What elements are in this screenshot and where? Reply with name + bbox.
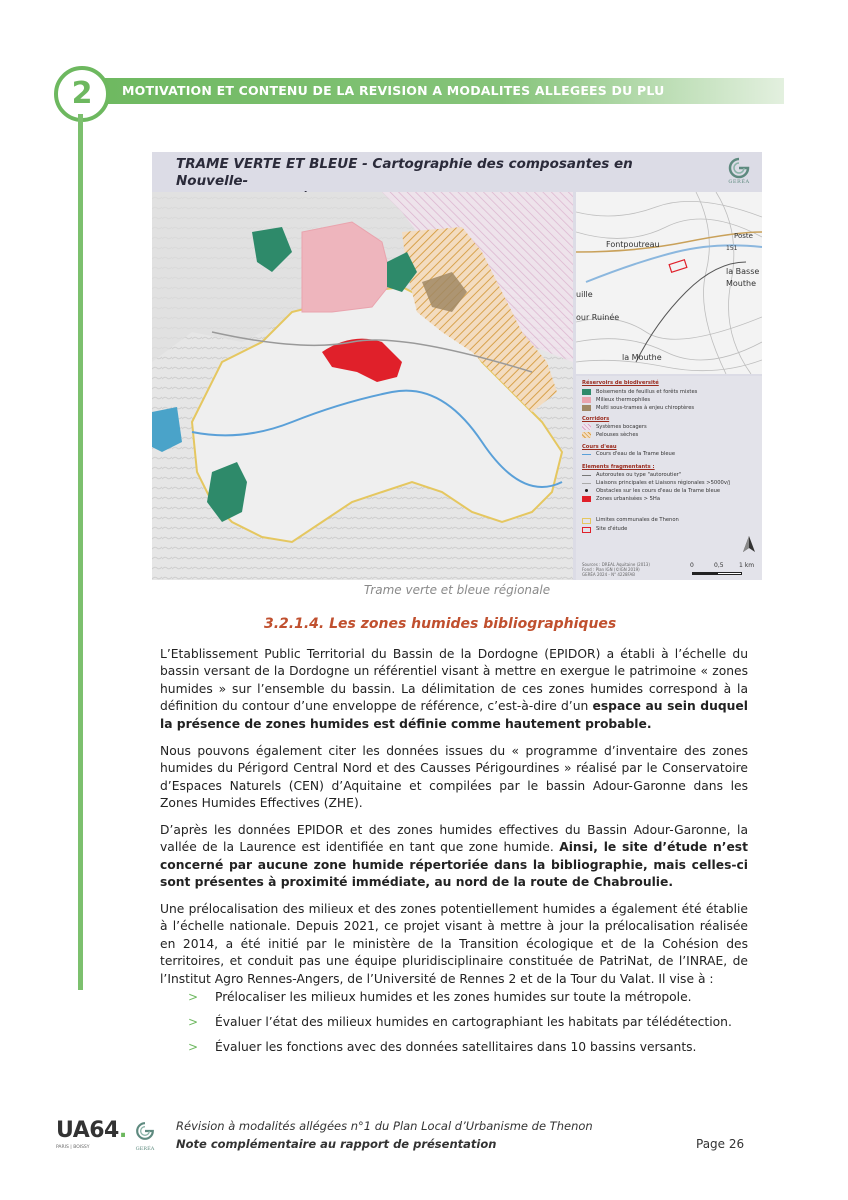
legend-swatch-chiroptere bbox=[582, 405, 591, 411]
paragraph-1-text: L’Etablissement Public Territorial du Bassin de la Dordogne (EPIDOR) a établi à l’échelle du bassin versant de la Dordogne un référentiel visant à mettre en exergue le patrimoine « zones humides » sur l’ensemble du bassin. La délimitation de ces zones humides correspond à la définition du contour d’une enveloppe de référence, c’est-à-dire d’un bbox=[160, 647, 748, 714]
legend-swatch-pelouse bbox=[582, 432, 591, 438]
figure-caption: Trame verte et bleue régionale bbox=[363, 583, 551, 597]
footer-logos bbox=[56, 1118, 166, 1158]
legend-swatch-thermophile bbox=[582, 397, 591, 403]
paragraph-2 bbox=[160, 743, 748, 813]
paragraph-2-text: Nous pouvons également citer les données issues du « programme d’inventaire des zones humides du Périgord Central Nord et des Causses Périgourdines » réalisé par le Conservatoire d’Espaces Naturels (CEN) d’Aquitaine et compilées par le bassin Adour-Garonne dans les Zones Humides Effectives (ZHE). bbox=[160, 744, 748, 811]
paragraph-4 bbox=[160, 901, 748, 988]
gerea-footer-logo bbox=[132, 1118, 158, 1154]
inset-label: la Basse bbox=[726, 267, 760, 276]
legend-item: Systèmes bocagers bbox=[596, 424, 647, 430]
legend-item: Limites communales de Thenon bbox=[596, 517, 679, 523]
legend-item: Liaisons principales et Liaisons régionales >5000v/j bbox=[596, 480, 731, 486]
paragraph-3-bold: Ainsi, le site d’étude n’est concerné par aucune zone humide répertoriée dans la bibliographie, mais celles-ci sont présentes à proximité immédiate, au nord de la route de Chabroulie. bbox=[160, 840, 748, 890]
ua64-logo bbox=[56, 1118, 127, 1143]
legend-swatch-limits bbox=[582, 518, 591, 524]
north-arrow-icon bbox=[742, 536, 756, 552]
scale-label: 0,5 bbox=[714, 562, 724, 569]
map-legend bbox=[576, 376, 762, 580]
scale-bar-dark bbox=[692, 572, 717, 575]
legend-item: Zones urbanisées > 5Ha bbox=[596, 496, 660, 502]
legend-item: Cours d'eau de la Trame bleue bbox=[596, 451, 676, 457]
trame-verte-bleue-map bbox=[152, 152, 762, 580]
legend-item: Obstacles sur les cours d'eau de la Trame bleue bbox=[596, 488, 721, 494]
legend-swatch-water bbox=[582, 454, 591, 455]
section-header-title: MOTIVATION ET CONTENU DE LA REVISION A MODALITES ALLEGEES DU PLU bbox=[122, 83, 665, 98]
legend-swatch-site bbox=[582, 527, 591, 533]
legend-heading-water: Cours d'eau bbox=[582, 444, 617, 450]
gerea-logo-text: GERÉA bbox=[728, 179, 750, 185]
map-source: GERÉA 2024 - N° 4228FAB bbox=[582, 572, 635, 577]
scale-bar-light bbox=[717, 572, 742, 575]
legend-swatch-bocage bbox=[582, 424, 591, 430]
gerea-swirl-icon bbox=[724, 156, 754, 180]
paragraph-1-bold: espace au sein duquel la présence de zones humides est définie comme hautement probable. bbox=[160, 699, 748, 731]
map-source: Fond : Plan IGN (©IGN 2019) bbox=[582, 567, 640, 572]
map-source: Sources : DREAL Aquitaine (2013) bbox=[582, 562, 650, 567]
paragraph-3 bbox=[160, 822, 748, 892]
legend-swatch-roads bbox=[582, 483, 591, 484]
list-item-text: Prélocaliser les milieux humides et les zones humides sur toute la métropole. bbox=[215, 990, 692, 1004]
legend-item: Boisements de feuillus et forêts mixtes bbox=[596, 389, 698, 395]
left-margin-rule bbox=[78, 114, 83, 990]
bullet-arrow-icon: > bbox=[188, 1015, 199, 1029]
page-number: Page 26 bbox=[696, 1137, 745, 1151]
inset-label: Poste bbox=[734, 232, 753, 240]
gerea-footer-text: GERÉA bbox=[135, 1146, 155, 1152]
legend-heading-corridors: Corridors bbox=[582, 416, 610, 422]
bullet-arrow-icon: > bbox=[188, 990, 199, 1004]
footer-document-subtitle: Note complémentaire au rapport de présentation bbox=[176, 1137, 497, 1151]
legend-swatch-forest bbox=[582, 389, 591, 395]
ua64-logo-dot: . bbox=[118, 1118, 127, 1143]
inset-label: Mouthe bbox=[726, 279, 756, 288]
legend-item: Pelouses sèches bbox=[596, 432, 639, 438]
inset-location-map bbox=[576, 192, 762, 374]
main-map-image bbox=[152, 192, 573, 580]
list-item-text: Évaluer les fonctions avec des données satellitaires dans 10 bassins versants. bbox=[215, 1040, 697, 1054]
legend-swatch-obstacle bbox=[585, 489, 588, 492]
legend-swatch-highway bbox=[582, 475, 591, 476]
paragraph-4-text: Une prélocalisation des milieux et des zones potentiellement humides a également été établie à l’échelle nationale. Depuis 2021, ce projet visant à mettre à jour la prélocalisation réalisée en 2014, a été initié par le ministère de la Transition écologique et de la Cohésion des territoires, et conduit pas une équipe pluridisciplinaire constituée de PatriNat, de l’INRAE, de l’Institut Agro Rennes-Angers, de l’Université de Rennes 2 et de la Tour du Valat. Il vise à : bbox=[160, 902, 748, 986]
inset-label: Fontpoutreau bbox=[606, 240, 660, 249]
scale-label: 0 bbox=[690, 562, 694, 569]
paragraph-3-text: D’après les données EPIDOR et des zones humides effectives du Bassin Adour-Garonne, la vallée de la Laurence est identifiée en tant que zone humide. bbox=[160, 823, 748, 855]
inset-label: la Mouthe bbox=[622, 353, 662, 362]
section-number-badge: 2 bbox=[54, 66, 110, 122]
legend-heading-fragment: Elements fragmentants : bbox=[582, 464, 655, 470]
scale-label: 1 km bbox=[739, 562, 755, 569]
legend-item: Site d'étude bbox=[596, 526, 628, 532]
footer-document-title: Révision à modalités allégées n°1 du Plan Local d’Urbanisme de Thenon bbox=[176, 1119, 593, 1133]
legend-swatch-urban bbox=[582, 496, 591, 502]
inset-label: uille bbox=[576, 290, 593, 299]
ua64-logo-text: UA64 bbox=[56, 1118, 119, 1143]
paragraph-1 bbox=[160, 646, 748, 733]
gerea-logo bbox=[724, 156, 754, 190]
ua64-logo-subtext: PARIS | BOISSY bbox=[56, 1145, 90, 1150]
inset-label: our Ruinée bbox=[576, 313, 620, 322]
section-heading: 3.2.1.4. Les zones humides bibliographiques bbox=[264, 616, 617, 632]
inset-label: 151 bbox=[726, 245, 738, 252]
list-item-text: Évaluer l’état des milieux humides en cartographiant les habitats par télédétection. bbox=[215, 1015, 732, 1029]
map-title-line-1: TRAME VERTE ET BLEUE - Cartographie des composantes en Nouvelle- bbox=[176, 156, 633, 189]
legend-item: Milieux thermophiles bbox=[596, 397, 651, 403]
legend-item: Multi sous-trames à enjeu chiroptères bbox=[596, 405, 695, 411]
legend-item: Autoroutes ou type "autoroutier" bbox=[596, 472, 682, 478]
legend-heading-reservoirs: Réservoirs de biodiversité bbox=[582, 380, 659, 386]
gerea-swirl-icon bbox=[132, 1118, 158, 1144]
bullet-arrow-icon: > bbox=[188, 1040, 199, 1054]
